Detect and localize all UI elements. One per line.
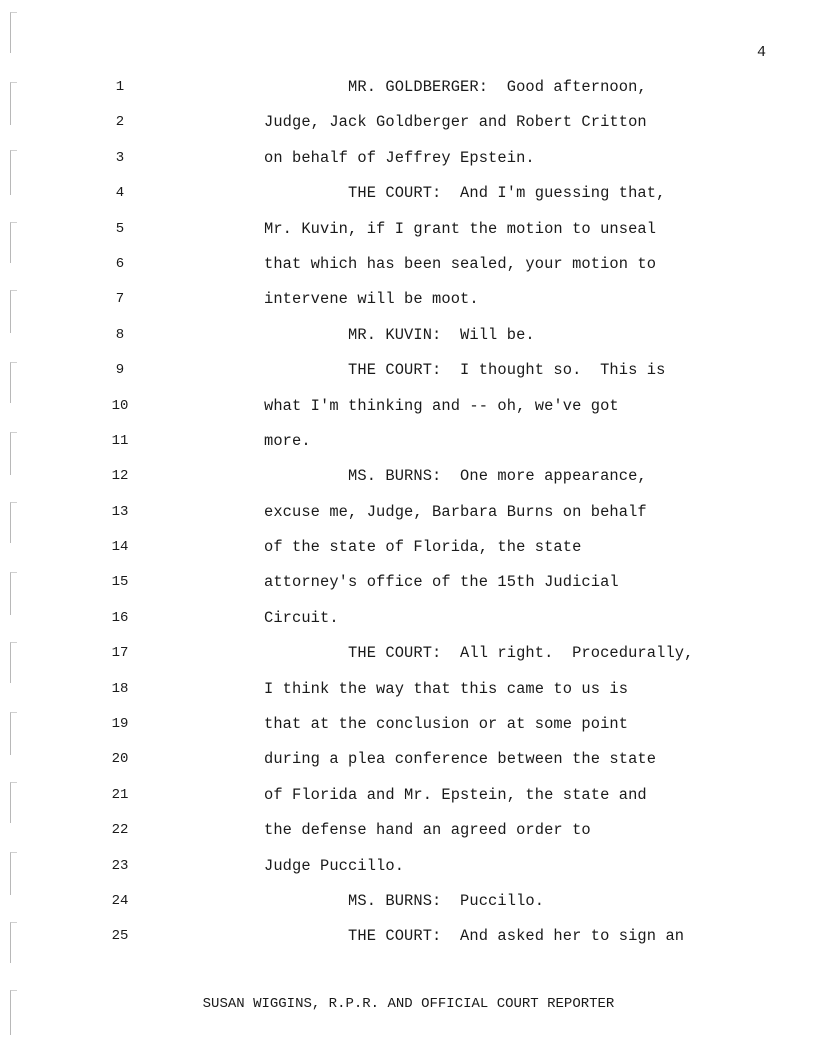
- transcript-line: [0, 324, 817, 359]
- line-number: 18: [111, 680, 129, 697]
- line-number: 22: [111, 822, 129, 839]
- line-number: 15: [111, 574, 129, 591]
- line-text: on behalf of Jeffrey Epstein.: [264, 148, 535, 167]
- page-number: 4: [757, 44, 767, 61]
- transcript-line: [0, 430, 817, 465]
- line-text: MS. BURNS: Puccillo.: [264, 891, 545, 910]
- transcript-line: [0, 501, 817, 536]
- line-number: 5: [115, 220, 125, 237]
- transcript-line: [0, 76, 817, 111]
- transcript-line: [0, 607, 817, 642]
- transcript-line: [0, 784, 817, 819]
- reporter-footer: SUSAN WIGGINS, R.P.R. AND OFFICIAL COURT REPORTER: [202, 996, 615, 1012]
- line-text: Circuit.: [264, 608, 339, 627]
- line-number: 23: [111, 857, 129, 874]
- line-text: Judge, Jack Goldberger and Robert Critton: [264, 113, 647, 132]
- line-text: more.: [264, 431, 311, 450]
- line-number: 3: [115, 149, 125, 166]
- line-text: I think the way that this came to us is: [264, 679, 629, 698]
- transcript-line: [0, 819, 817, 854]
- line-number: 6: [115, 255, 125, 272]
- line-text: during a plea conference between the state: [264, 750, 657, 769]
- transcript-line: [0, 111, 817, 146]
- transcript-line: [0, 182, 817, 217]
- line-text: THE COURT: And asked her to sign an: [264, 927, 685, 946]
- transcript-line: [0, 395, 817, 430]
- line-number: 4: [115, 185, 125, 202]
- line-number: 8: [115, 326, 125, 343]
- line-number: 17: [111, 645, 129, 662]
- transcript-line: [0, 855, 817, 890]
- margin-mark: [10, 12, 17, 53]
- transcript-line: [0, 147, 817, 182]
- line-text: THE COURT: And I'm guessing that,: [264, 184, 666, 203]
- line-text: MR. KUVIN: Will be.: [264, 325, 535, 344]
- transcript-line: [0, 925, 817, 960]
- line-number: 9: [115, 362, 125, 379]
- line-number: 12: [111, 468, 129, 485]
- line-text: that at the conclusion or at some point: [264, 715, 629, 734]
- transcript-line: [0, 748, 817, 783]
- line-text: MR. GOLDBERGER: Good afternoon,: [264, 78, 647, 96]
- line-number: 20: [111, 751, 129, 768]
- transcript-line: [0, 359, 817, 394]
- line-text: intervene will be moot.: [264, 290, 479, 309]
- line-text: Judge Puccillo.: [264, 856, 405, 875]
- line-number: 10: [111, 397, 129, 414]
- line-number: 11: [111, 432, 129, 449]
- line-number: 7: [115, 291, 125, 308]
- line-number: 13: [111, 503, 129, 520]
- line-number: 1: [115, 79, 125, 95]
- transcript-line: [0, 571, 817, 606]
- line-number: 14: [111, 539, 129, 556]
- transcript-line: [0, 642, 817, 677]
- line-text: excuse me, Judge, Barbara Burns on behalf: [264, 502, 647, 521]
- transcript-line: [0, 678, 817, 713]
- transcript-line: [0, 218, 817, 253]
- line-number: 25: [111, 928, 129, 945]
- line-text: THE COURT: All right. Procedurally,: [264, 644, 694, 663]
- transcript-line: [0, 890, 817, 925]
- line-text: of Florida and Mr. Epstein, the state and: [264, 785, 647, 804]
- line-text: of the state of Florida, the state: [264, 538, 582, 557]
- transcript-line: [0, 536, 817, 571]
- line-number: 19: [111, 716, 129, 733]
- transcript-line: [0, 288, 817, 323]
- line-text: Mr. Kuvin, if I grant the motion to unseal: [264, 219, 657, 238]
- line-text: attorney's office of the 15th Judicial: [264, 573, 619, 592]
- line-text: what I'm thinking and -- oh, we've got: [264, 396, 619, 415]
- transcript-line: [0, 253, 817, 288]
- line-number: 2: [115, 114, 125, 131]
- transcript-line: [0, 465, 817, 500]
- transcript-line: [0, 713, 817, 748]
- line-number: 16: [111, 609, 129, 626]
- transcript-lines: [0, 76, 817, 961]
- line-text: MS. BURNS: One more appearance,: [264, 467, 647, 486]
- line-number: 21: [111, 786, 129, 803]
- line-text: THE COURT: I thought so. This is: [264, 361, 666, 380]
- line-text: the defense hand an agreed order to: [264, 821, 591, 840]
- line-text: that which has been sealed, your motion to: [264, 254, 657, 273]
- line-number: 24: [111, 892, 129, 909]
